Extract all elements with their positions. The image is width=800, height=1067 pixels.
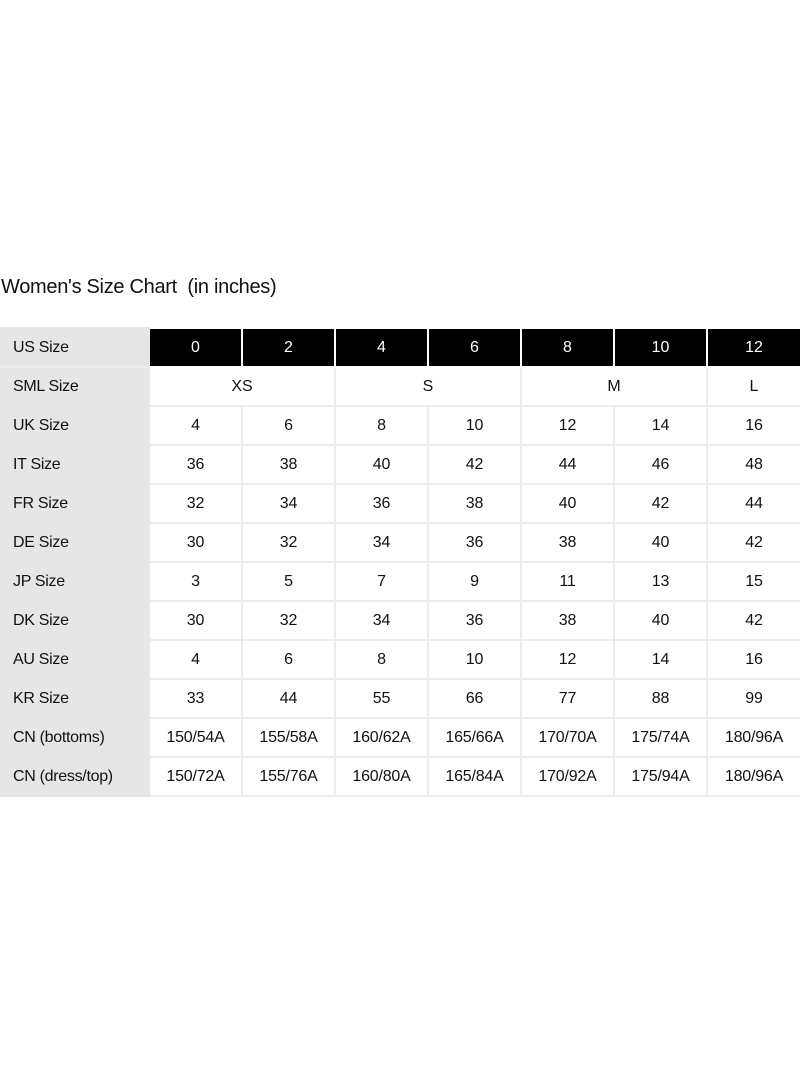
size-chart-body	[1, 328, 800, 796]
size-value-cell: 6	[242, 406, 335, 445]
size-value-cell: 34	[335, 601, 428, 640]
size-value-cell: 30	[149, 601, 242, 640]
size-value-cell: 8	[335, 406, 428, 445]
us-size-cell: 10	[614, 328, 707, 367]
size-value-cell: 55	[335, 679, 428, 718]
size-value-cell: 16	[707, 406, 800, 445]
size-value-cell: 14	[614, 640, 707, 679]
size-value-cell: 44	[707, 484, 800, 523]
size-value-cell: 12	[521, 640, 614, 679]
row-label: DK Size	[1, 601, 149, 640]
size-value-cell: 38	[428, 484, 521, 523]
row-label: CN (dress/top)	[1, 757, 149, 796]
size-value-cell: 15	[707, 562, 800, 601]
size-value-cell: 88	[614, 679, 707, 718]
size-value-cell: 30	[149, 523, 242, 562]
size-value-cell: 150/54A	[149, 718, 242, 757]
size-value-cell: 13	[614, 562, 707, 601]
size-value-cell: 36	[428, 601, 521, 640]
size-value-cell: 175/74A	[614, 718, 707, 757]
sml-group-cell: XS	[149, 367, 335, 406]
table-row	[1, 562, 800, 601]
size-value-cell: 36	[428, 523, 521, 562]
size-value-cell: 44	[521, 445, 614, 484]
size-value-cell: 32	[242, 523, 335, 562]
size-value-cell: 160/80A	[335, 757, 428, 796]
size-value-cell: 10	[428, 406, 521, 445]
sml-group-cell: M	[521, 367, 707, 406]
size-value-cell: 180/96A	[707, 718, 800, 757]
table-row-us-size	[1, 328, 800, 367]
table-row	[1, 718, 800, 757]
size-value-cell: 9	[428, 562, 521, 601]
row-label: UK Size	[1, 406, 149, 445]
size-chart-table	[0, 327, 800, 797]
row-label: CN (bottoms)	[1, 718, 149, 757]
size-value-cell: 155/76A	[242, 757, 335, 796]
size-value-cell: 40	[335, 445, 428, 484]
size-value-cell: 160/62A	[335, 718, 428, 757]
size-value-cell: 155/58A	[242, 718, 335, 757]
size-value-cell: 38	[242, 445, 335, 484]
size-value-cell: 42	[707, 523, 800, 562]
sml-group-cell: S	[335, 367, 521, 406]
page-title: Women's Size Chart (in inches)	[1, 276, 277, 298]
size-value-cell: 150/72A	[149, 757, 242, 796]
size-value-cell: 3	[149, 562, 242, 601]
row-label: AU Size	[1, 640, 149, 679]
size-value-cell: 11	[521, 562, 614, 601]
size-value-cell: 48	[707, 445, 800, 484]
size-value-cell: 44	[242, 679, 335, 718]
size-value-cell: 4	[149, 640, 242, 679]
size-value-cell: 77	[521, 679, 614, 718]
us-size-cell: 0	[149, 328, 242, 367]
size-value-cell: 66	[428, 679, 521, 718]
sml-group-cell: L	[707, 367, 800, 406]
size-value-cell: 16	[707, 640, 800, 679]
us-size-cell: 2	[242, 328, 335, 367]
row-label: US Size	[1, 328, 149, 367]
size-value-cell: 7	[335, 562, 428, 601]
size-value-cell: 32	[242, 601, 335, 640]
table-row	[1, 640, 800, 679]
size-value-cell: 42	[614, 484, 707, 523]
row-label: DE Size	[1, 523, 149, 562]
row-label: KR Size	[1, 679, 149, 718]
size-value-cell: 8	[335, 640, 428, 679]
size-value-cell: 36	[335, 484, 428, 523]
table-row	[1, 406, 800, 445]
us-size-cell: 6	[428, 328, 521, 367]
size-value-cell: 42	[428, 445, 521, 484]
size-value-cell: 170/70A	[521, 718, 614, 757]
us-size-cell: 12	[707, 328, 800, 367]
size-value-cell: 46	[614, 445, 707, 484]
size-value-cell: 38	[521, 523, 614, 562]
size-value-cell: 175/94A	[614, 757, 707, 796]
size-value-cell: 5	[242, 562, 335, 601]
table-row	[1, 601, 800, 640]
size-value-cell: 34	[242, 484, 335, 523]
size-value-cell: 180/96A	[707, 757, 800, 796]
size-value-cell: 165/66A	[428, 718, 521, 757]
table-row	[1, 523, 800, 562]
us-size-cell: 8	[521, 328, 614, 367]
size-value-cell: 165/84A	[428, 757, 521, 796]
row-label: IT Size	[1, 445, 149, 484]
row-label: FR Size	[1, 484, 149, 523]
table-row	[1, 757, 800, 796]
table-row-sml-size	[1, 367, 800, 406]
table-row	[1, 445, 800, 484]
size-value-cell: 99	[707, 679, 800, 718]
size-value-cell: 4	[149, 406, 242, 445]
table-row	[1, 679, 800, 718]
size-value-cell: 32	[149, 484, 242, 523]
row-label: JP Size	[1, 562, 149, 601]
size-value-cell: 36	[149, 445, 242, 484]
size-value-cell: 34	[335, 523, 428, 562]
size-value-cell: 14	[614, 406, 707, 445]
size-value-cell: 6	[242, 640, 335, 679]
size-value-cell: 40	[614, 523, 707, 562]
size-value-cell: 10	[428, 640, 521, 679]
table-row	[1, 484, 800, 523]
row-label: SML Size	[1, 367, 149, 406]
size-value-cell: 40	[614, 601, 707, 640]
size-value-cell: 38	[521, 601, 614, 640]
size-value-cell: 170/92A	[521, 757, 614, 796]
size-value-cell: 12	[521, 406, 614, 445]
size-value-cell: 40	[521, 484, 614, 523]
us-size-cell: 4	[335, 328, 428, 367]
size-value-cell: 33	[149, 679, 242, 718]
size-value-cell: 42	[707, 601, 800, 640]
